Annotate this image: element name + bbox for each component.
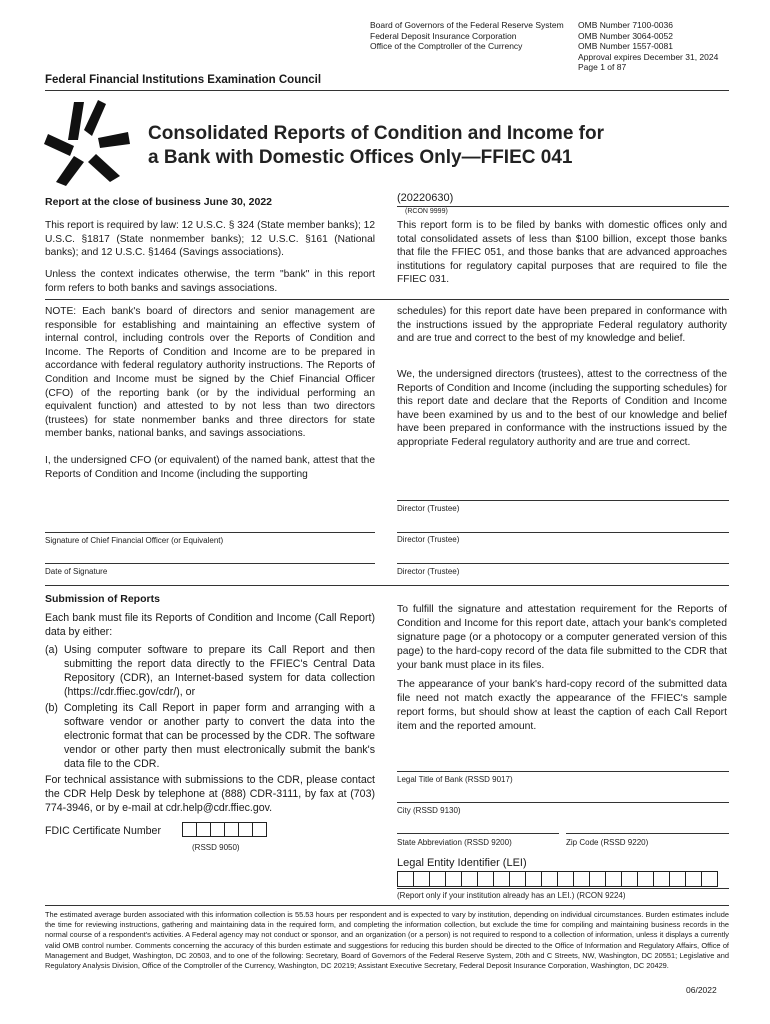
agency-frb: Board of Governors of the Federal Reserve System xyxy=(370,20,564,30)
lei-input[interactable] xyxy=(398,871,718,887)
agency-occ: Office of the Comptroller of the Currency xyxy=(370,41,523,51)
header-rule xyxy=(45,90,729,91)
signature-date-line[interactable] xyxy=(45,563,375,564)
city-line[interactable] xyxy=(397,802,729,803)
assistance-text: For technical assistance with submissions to the CDR, please contact the CDR Help Desk by telephone at (888) CDR-3111, by fax at (703) 774-3946, or by e-mail at cdr.help@cdr.ffiec.gov. xyxy=(45,774,375,814)
filing-text: This report form is to be filed by banks with domestic offices only and total consolidated assets of less than $100 billion, except those banks that file the FFIEC 051, and those banks that are advanced approaches institutions for regulatory capital purposes that are required to file the FFIEC 031. xyxy=(397,220,727,286)
submission-heading: Submission of Reports xyxy=(45,593,160,605)
legal-title-caption: Legal Title of Bank (RSSD 9017) xyxy=(397,775,513,784)
report-close-label: Report at the close of business June 30, 2022 xyxy=(45,196,272,208)
cfo-signature-line[interactable] xyxy=(45,532,375,533)
agencies-block xyxy=(370,20,580,52)
state-line[interactable] xyxy=(397,833,559,834)
omb-fdic: OMB Number 3064-0052 xyxy=(578,30,673,41)
appearance-text: The appearance of your bank's hard-copy record of the submitted data file need not match exactly the appearance of the FFIEC's sample report forms, but should show at least the caption of each Call Report item and the reported amount. xyxy=(397,679,727,732)
attestation-text: To fulfill the signature and attestation requirement for the Reports of Condition and Income for this report date, attach your bank's completed signature page (or a photocopy or a computer generated version of this page) to the hard-copy record of the data file submitted to the CDR that your bank must place in its files. xyxy=(397,604,727,671)
form-date: 06/2022 xyxy=(686,985,717,995)
zip-line[interactable] xyxy=(566,833,729,834)
rssd-9050-caption: (RSSD 9050) xyxy=(192,843,240,852)
option-b-label: (b) xyxy=(45,702,58,714)
section-rule-2 xyxy=(45,585,729,586)
state-caption: State Abbreviation (RSSD 9200) xyxy=(397,838,512,847)
city-caption: City (RSSD 9130) xyxy=(397,806,461,815)
report-date-rule xyxy=(397,206,729,207)
approval-expires: Approval expires December 31, 2024 xyxy=(578,51,719,62)
option-a-label: (a) xyxy=(45,644,58,656)
law-text: This report is required by law: 12 U.S.C. § 324 (State member banks); 12 U.S.C. §1817 (State nonmember banks); 12 U.S.C. §161 (National banks); and 12 U.S.C. §1464 (Savings associations). xyxy=(45,220,375,259)
cfo-attest-text: I, the undersigned CFO (or equivalent) of the named bank, attest that the Reports of Condition and Income (including the supporting xyxy=(45,455,375,480)
submission-intro: Each bank must file its Reports of Condition and Income (Call Report) data by either: xyxy=(45,612,375,638)
page-number: Page 1 of 87 xyxy=(578,62,627,72)
option-a-text: Using computer software to prepare its Call Report and then submitting the report data directly to the FFIEC's Central Data Repository (CDR), an Internet-based system for data collection (https://cdr.ffiec.gov/cdr/), or xyxy=(64,644,375,698)
title-line-2: a Bank with Domestic Offices Only—FFIEC 041 xyxy=(148,147,573,168)
director-1-caption: Director (Trustee) xyxy=(397,504,460,513)
page-title xyxy=(148,122,604,170)
director-2-line[interactable] xyxy=(397,532,729,533)
cfo-signature-caption: Signature of Chief Financial Officer (or Equivalent) xyxy=(45,536,224,545)
legal-title-line[interactable] xyxy=(397,771,729,772)
fdic-cert-input[interactable] xyxy=(183,822,267,837)
schedules-text: schedules) for this report date have been prepared in conformance with the instructions issued by the appropriate Federal regulatory authority and are true and correct to the best of my knowledge and belief. xyxy=(397,306,727,345)
agency-fdic: Federal Deposit Insurance Corporation xyxy=(370,30,517,41)
title-line-1: Consolidated Reports of Condition and Income for xyxy=(148,123,604,144)
directors-text: We, the undersigned directors (trustees), attest to the correctness of the Reports of Condition and Income (including the supporting schedules) for this report date and declare that the Reports of Condition and Income have been examined by us and to the best of our knowledge and belief have been prepared in conformance with the instructions issued by the appropriate Federal regulatory authority and are true and correct. xyxy=(397,369,727,448)
note-text: NOTE: Each bank's board of directors and senior management are responsible for establishing and maintaining an effective system of internal control, including controls over the Reports of Condition and Income. The Reports of Condition and Income are to be prepared in accordance with federal regulatory authority instructions. The Reports of Condition and Income must be signed by the Chief Financial Officer (CFO) of the reporting bank (or by the individual performing an equivalent function) and attested to by not less than two directors (trustees) for state nonmember banks and three directors for state member banks, national banks, and savings associations. xyxy=(45,306,375,440)
burden-statement: The estimated average burden associated with this information collection is 55.53 hours per respondent and is expected to vary by institution, depending on individual circumstances. Burden estimates include the time for reviewing instructions, gathering and maintaining data in the required form, and completing the information collection, but exclude the time for compiling and maintaining business records in the normal course of a respondent's activities. A Federal agency may not conduct or sponsor, and an organization (or a person) is not required to respond to a collection of information, unless it displays a currently valid OMB control number. Comments concerning the accuracy of this burden estimate and suggestions for reducing this burden should be directed to the Office of Information and Regulatory Affairs, Office of Management and Budget, Washington, DC 20503, and to one of the following: Secretary, Board of Governors of the Federal Reserve System, 20th and C Streets, NW, Washington, DC 20551; Legislative and Regulatory Analysis Division, Office of the Comptroller of the Currency, Washington, DC 20219; Assistant Executive Secretary, Federal Deposit Insurance Corporation, Washington, DC 20429. xyxy=(45,910,729,971)
lei-label: Legal Entity Identifier (LEI) xyxy=(397,857,527,869)
rcon-9999-caption: (RCON 9999) xyxy=(405,208,448,215)
signature-date-caption: Date of Signature xyxy=(45,567,108,576)
footer-rule xyxy=(45,905,729,906)
omb-occ: OMB Number 1557-0081 xyxy=(578,41,673,51)
bank-term-text: Unless the context indicates otherwise, the term "bank" in this report form refers to both banks and savings associations. xyxy=(45,269,375,294)
director-2-caption: Director (Trustee) xyxy=(397,535,460,544)
option-b-text: Completing its Call Report in paper form and arranging with a software vendor or another party to convert the data into the electronic format that can be processed by the CDR. The software vendor or other party then must electronically submit the bank's data file to the CDR. xyxy=(64,702,375,770)
omb-frb: OMB Number 7100-0036 xyxy=(578,20,673,30)
council-name: Federal Financial Institutions Examination Council xyxy=(45,74,322,86)
lei-note: (Report only if your institution already has an LEI.) (RCON 9224) xyxy=(397,891,626,900)
omb-block xyxy=(578,20,758,73)
director-3-line[interactable] xyxy=(397,563,729,564)
option-a xyxy=(45,643,375,699)
report-date-code: (20220630) xyxy=(397,192,454,204)
director-1-line[interactable] xyxy=(397,500,729,501)
fdic-cert-label: FDIC Certificate Number xyxy=(45,825,161,837)
ffiec-logo-icon xyxy=(44,100,132,186)
lei-rule xyxy=(397,888,729,889)
director-3-caption: Director (Trustee) xyxy=(397,567,460,576)
section-rule-1 xyxy=(45,299,729,300)
option-b xyxy=(45,701,375,771)
zip-caption: Zip Code (RSSD 9220) xyxy=(566,838,649,847)
